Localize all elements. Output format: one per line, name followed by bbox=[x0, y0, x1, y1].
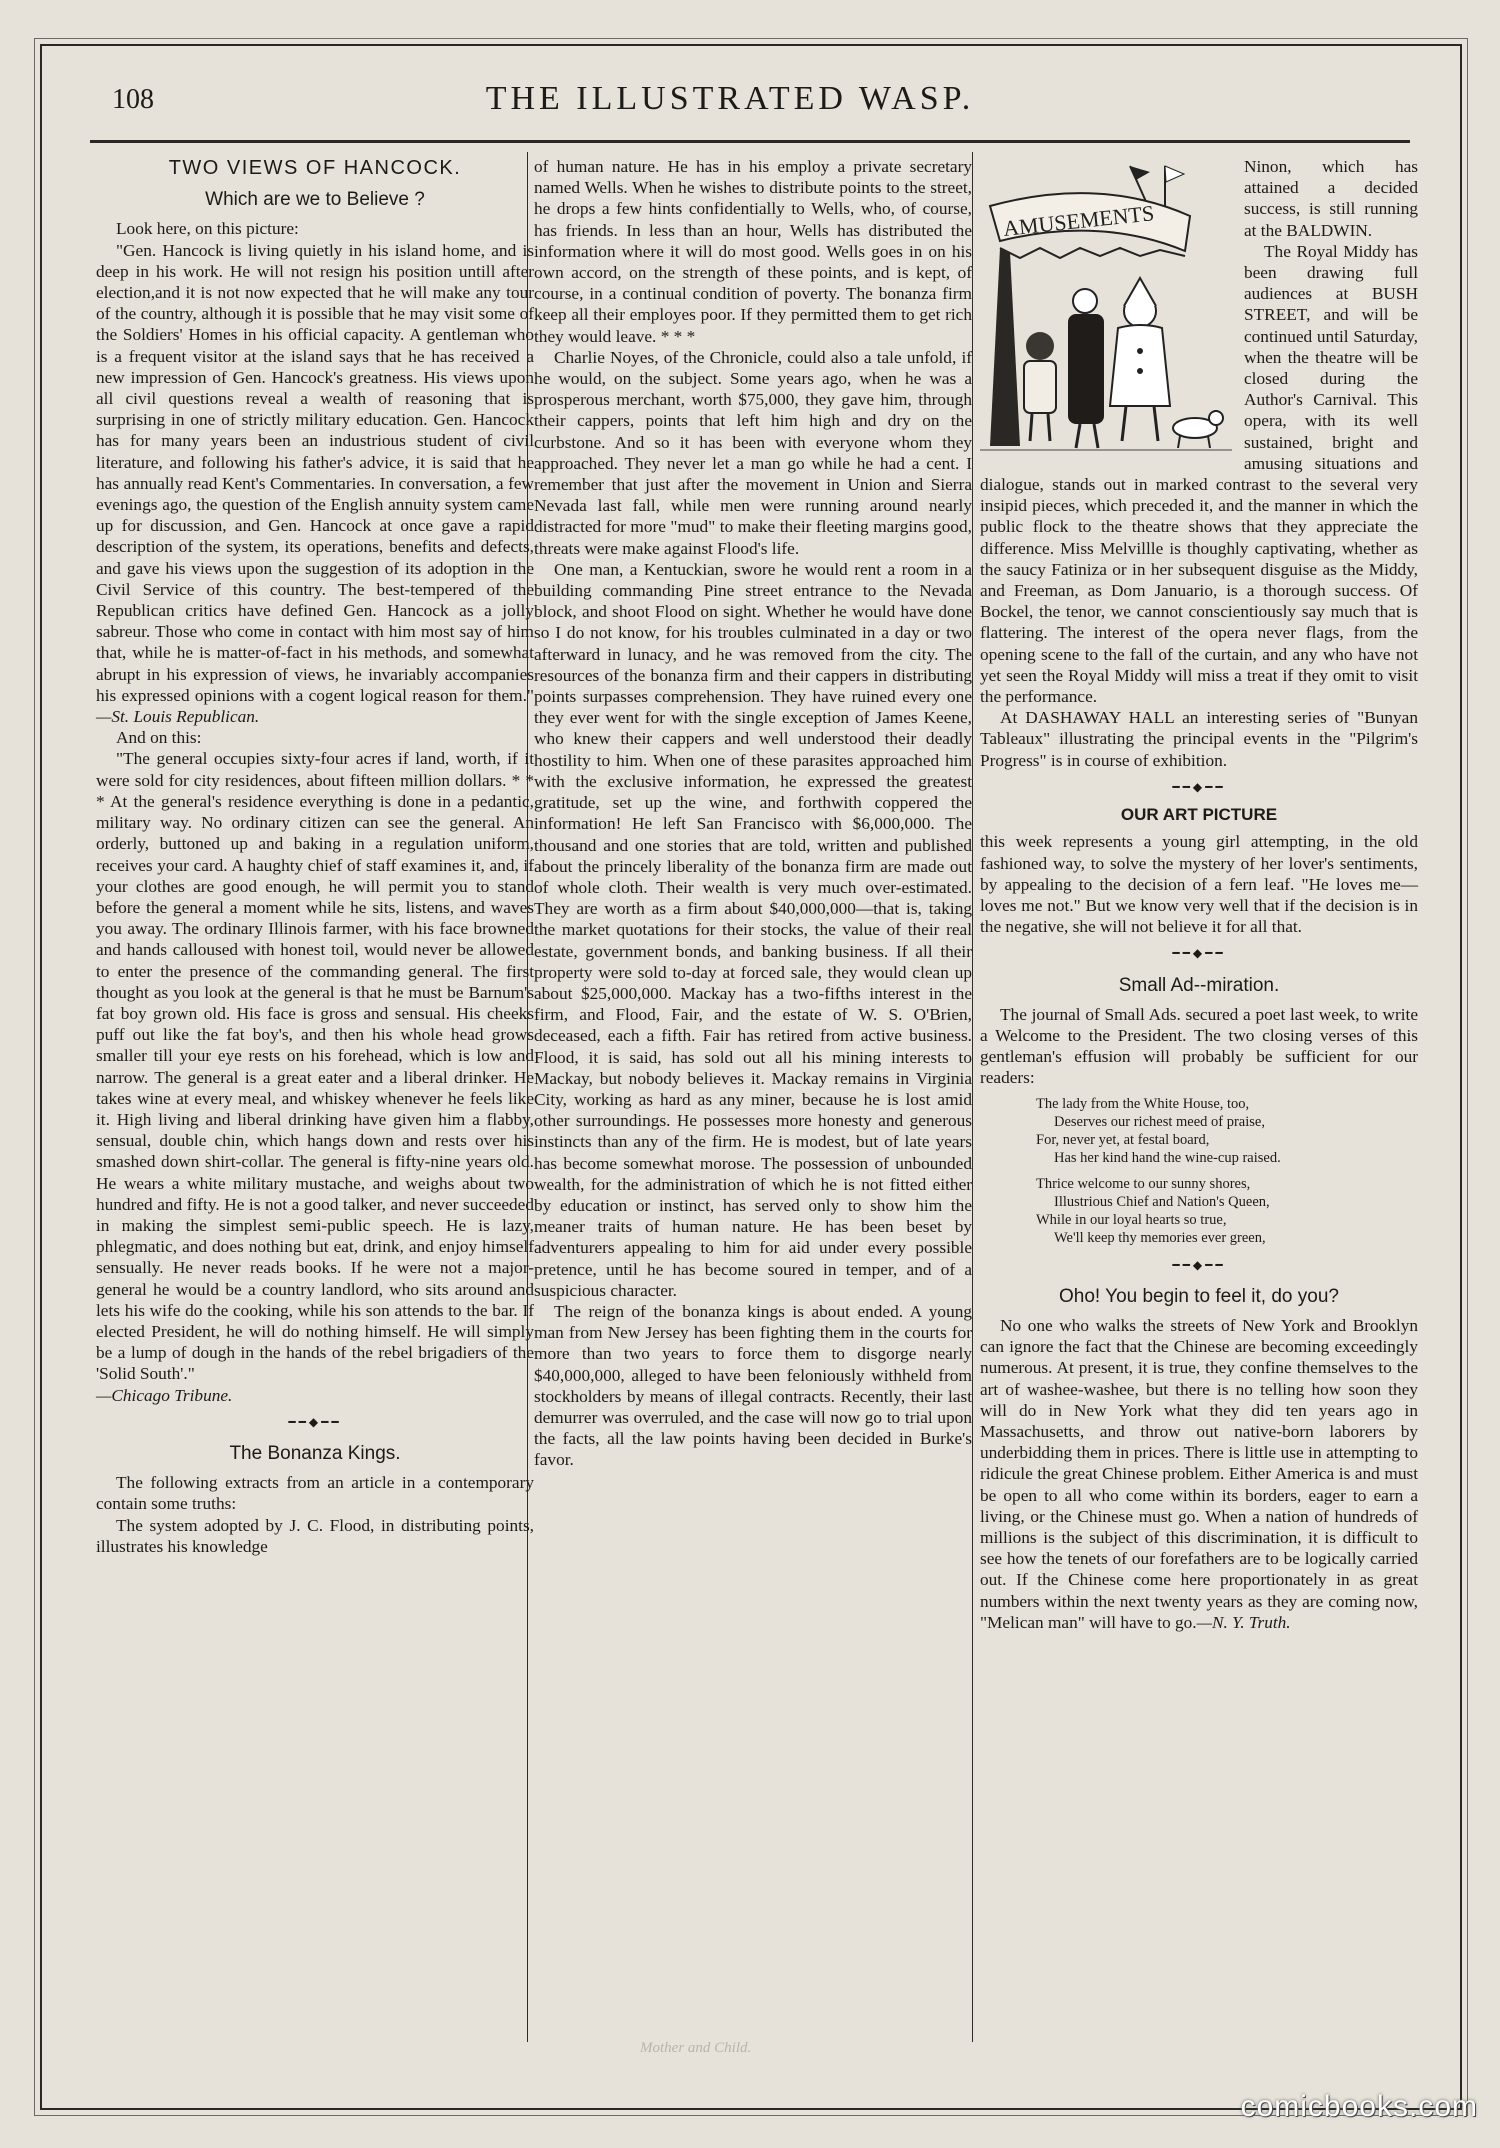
column-three bbox=[980, 156, 1418, 1633]
poem-line: For, never yet, at festal board, bbox=[1036, 1131, 1210, 1148]
paragraph: The system adopted by J. C. Flood, in distributing points, illustrates his knowledge bbox=[96, 1515, 534, 1556]
paragraph bbox=[980, 1315, 1418, 1633]
article-subhead: Small Ad--miration. bbox=[1118, 974, 1280, 996]
attribution: —N. Y. Truth. bbox=[1196, 1612, 1291, 1632]
poem-line: The lady from the White House, too, bbox=[1036, 1095, 1250, 1112]
poem-line: Has her kind hand the wine-cup raised. bbox=[1054, 1149, 1281, 1166]
poem-line: We'll keep thy memories ever green, bbox=[1054, 1229, 1266, 1246]
poem-verse-two bbox=[1036, 1175, 1418, 1247]
paragraph: And on this: bbox=[116, 728, 202, 748]
amusements-illustration bbox=[980, 156, 1232, 456]
paragraph: Charlie Noyes, of the Chronicle, could also a tale unfold, if he would, on the subject. Some years ago, when he was a prosperous merchant, worth $75,000, they gave him, through their cappers, points that left him high and dry on the curbstone. And so it has been with everyone whom they approached. They never let a man go while he had a cent. I remember that just after the movement in Union and Sierra Nevada last fall, while men were running around nearly distracted for more "mud" to make their fleeting margins good, threats were make against Flood's life. bbox=[534, 347, 972, 558]
poem-line: Illustrious Chief and Nation's Queen, bbox=[1054, 1193, 1270, 1210]
paragraph: Look here, on this picture: bbox=[116, 219, 299, 239]
section-ornament: ━━◆━━ bbox=[288, 1414, 342, 1429]
paragraph: The Royal Middy has been drawing full audiences at BUSH STREET, and will be continued until Saturday, when the theatre will be closed during the Author's Carnival. This opera, with its well sustained, bright and amusing situations and dialogue, stands out in marked contrast to the several very insipid pieces, which preceded it, and the manner in which the public flock to the theatre shows that they appreciate the difference. Miss Melvillle is thoughly captivating, whether as the saucy Fatiniza or in her subsequent disguise as the Middy, and Freeman, as Dom Januario, is a thorough success. Of Bockel, the tenor, we cannot conscientiously say much that is flattering. The interest of the opera never flags, from the opening scene to the fall of the curtain, and any who have not yet seen the Royal Middy will miss a treat if they omit to visit the performance. bbox=[980, 241, 1418, 707]
attribution: —Chicago Tribune. bbox=[96, 1385, 233, 1405]
poem-line: Deserves our richest meed of praise, bbox=[1054, 1113, 1265, 1130]
paragraph bbox=[96, 240, 534, 728]
quote-text: "Gen. Hancock is living quietly in his island home, and is deep in his work. He will not resign his position untill after election,and it is not now expected that he will make any tour of the country, although it is possible that he may visit some of the Soldiers' Homes in his official capacity. A gentleman who is a frequent visitor at the island says that he has received a new impression of Gen. Hancock's greatness. His views upon all civil questions reveal a wealth of reasoning that is surprising in one of strictly military education. Gen. Hancock has for many years been an industrious student of civil literature, and following his father's advice, it is said that he has annually read Kent's Commentaries. In conversation, a few evenings ago, the question of the English annuity system came up for discussion, and Gen. Hancock at once gave a rapid description of the system, its operations, benefits and defects, and gave his views upon the suggestion of its adoption in the Civil Service of this country. The best-tempered of the Republican critics have defined Gen. Hancock as a jolly sabreur. Those who come in contact with him most say of him that, while he is matter-of-fact in his methods, and somewhat abrupt in his expression of views, he invariably accompanies his expressed opinions with a cogent logical reason for them." bbox=[96, 240, 534, 705]
amusements-sign-text: AMUSEMENTS bbox=[1001, 200, 1156, 241]
attribution: —St. Louis Republican. bbox=[96, 707, 260, 727]
site-watermark: comicbooks.com bbox=[1240, 2090, 1478, 2123]
paragraph: One man, a Kentuckian, swore he would rent a room in a building commanding Pine street entrance to the Nevada block, and shoot Flood on sight. Whether he would have done so I do not know, for his troubles culminated in a day or two afterward in lunacy, and he was removed from the city. The resources of the bonanza firm and their cappers in distributing points surpasses comprehension. They have ruined every one they ever went for with the single exception of James Keene, who knew their cappers and well understood their deadly hostility to him. When one of these parasites approached him with the exclusive information, he expressed the greatest gratitude, set up the wine, and forthwith coppered the information! He left San Francisco with $6,000,000. The thousand and one stories that are told, written and published about the princely liberality of the bonanza firm are made out of whole cloth. Their wealth is very much over-estimated. They are worth as a firm about $40,000,000—that is, taking the market quotations for their stocks, the value of their real estate, government bonds, and banking business. If all their property were sold to-day at forced sale, they would clean up about $25,000,000. Mackay has a two-fifths interest in the firm, and Flood, Fair, and the estate of W. S. O'Brien, deceased, each a fifth. Fair has retired from active business. Flood, it is said, has sold out all his mining interests to Mackay, but nobody believes it. Mackay remains in Virginia City, working as hard as any miner, because he is lost amid other surroundings. He possesses more honesty and generous instincts than any of the firm. He is modest, but of late years has become somewhat morose. The possession of unbounded wealth, for the administration of which he is not fitted either by education or instinct, has served only to show him the meaner traits of human nature. He has been beset by adventurers appealing to him for aid under every possible pretence, until he has become soured in temper, and of a suspicious character. bbox=[534, 559, 972, 1300]
article-headline: TWO VIEWS OF HANCOCK. bbox=[168, 157, 462, 179]
header-rule bbox=[90, 140, 1410, 143]
paragraph: of human nature. He has in his employ a private secretary named Wells. When he wishes to distribute points to the street, he drops a few hints confidentially to Wells, who, of course, has friends. In less than an hour, Wells has distributed the information where it will do most good. Wells goes in on his own accord, on the strength of these points, and is kept, of course, in a continual condition of poverty. The bonanza firm keep all their employes poor. If they permitted them to get rich they would leave. * * * bbox=[534, 157, 972, 346]
paragraph: The reign of the bonanza kings is about ended. A young man from New Jersey has been fighting them in the courts for more than two years to force them to disgorge nearly $40,000,000, alleged to have been feloniously withheld from stockholders by means of illegal contracts. Recently, their last demurrer was overruled, and the case will now go to trial upon the facts, all the law points having been decided in Burke's favor. bbox=[534, 1301, 972, 1470]
column-two bbox=[534, 156, 972, 1471]
art-picture-heading: OUR ART PICTURE bbox=[1120, 805, 1278, 825]
paragraph: this week represents a young girl attempting, in the old fashioned way, to solve the mystery of her lover's sentiments, by appealing to the decision of a fern leaf. "He loves me—loves me not." But we know very well that if the decision is in the negative, she will not believe it for all that. bbox=[980, 832, 1418, 937]
poem-line: Thrice welcome to our sunny shores, bbox=[1036, 1175, 1251, 1192]
article-subhead: The Bonanza Kings. bbox=[229, 1442, 401, 1464]
article-subhead: Which are we to Believe ? bbox=[205, 189, 425, 211]
paragraph-text: No one who walks the streets of New York and Brooklyn can ignore the fact that the Chinese are becoming exceedingly numerous. At present, it is true, they confine themselves to the art of washee-washee, but there is no telling how soon they will do in New York what they did ten years ago in Massachusetts, and throw out native-born laborers by underbidding them in prices. There is little use in attempting to ridicule the great Chinese problem. Either America is and must be open to all who come within its borders, eager to earn a living, or the Chinese must go. When a nation of hundreds of millions is the subject of this discrimination, it is difficult to see how the tenets of our forefathers are to be logically carried out. If the Chinese come here proportionately in as great numbers within the next twenty years as they are coming now, "Melican man" will have to go. bbox=[980, 1315, 1418, 1632]
section-ornament: ━━◆━━ bbox=[1172, 779, 1226, 794]
column-divider bbox=[972, 152, 973, 2042]
amusements-illustration-drawing bbox=[980, 156, 1232, 456]
paragraph: Ninon, which has attained a decided success, is still running at the BALDWIN. bbox=[1244, 157, 1418, 240]
article-subhead: Oho! You begin to feel it, do you? bbox=[1059, 1285, 1339, 1307]
paragraph: "The general occupies sixty-four acres if land, worth, if it were sold for city residences, about fifteen million dollars. * * * At the general's residence everything is done in a pedantic, military way. No ordinary citizen can see the general. An orderly, buttoned up and baking in a regulation uniform, receives your card. A haughty chief of staff examines it, and, if your clothes are good enough, he will permit you to stand before the general a moment while he sits, listens, and waves you away. The ordinary Illinois farmer, with his face browned and hands calloused with honest toil, would never be allowed to enter the presence of the commanding general. The first thought as you look at the general is that he must be Barnum's fat boy grown old. His face is gross and sensual. His cheeks puff out like the fat boy's, and then his whole head grows smaller till your eye rests on his forehead, which is low and narrow. The general is a great eater and a liberal drinker. He takes wine at every meal, and whiskey whenever he feels like it. High living and liberal drinking have given him a flabby, sensual, double chin, which hangs down and rests over his smashed down shirt-collar. The general is fifty-nine years old. He wears a white military mustache, and weighs about two hundred and fifty. He is not a good talker, and never succeeded in making the simplest semi-public speech. He is lazy, phlegmatic, and does nothing but eat, drink, and enjoy himself sensually. He never reads books. If he were not a major-general he would be a country landlord, who sits around and lets his wife do the cooking, while his son attends to the bar. If elected President, he will do nothing himself. He will simply be a lump of dough in the hands of the rebel brigadiers of the 'Solid South'." bbox=[96, 749, 534, 1384]
masthead-title: THE ILLUSTRATED WASP. bbox=[485, 80, 975, 117]
paragraph: The following extracts from an article in a contemporary contain some truths: bbox=[96, 1473, 534, 1514]
poem-line: While in our loyal hearts so true, bbox=[1036, 1211, 1227, 1228]
column-one bbox=[96, 156, 534, 1557]
paragraph: At DASHAWAY HALL an interesting series of "Bunyan Tableaux" illustrating the principal events in the "Pilgrim's Progress" is in course of exhibition. bbox=[980, 708, 1418, 770]
section-ornament: ━━◆━━ bbox=[1172, 946, 1226, 961]
section-ornament: ━━◆━━ bbox=[1172, 1257, 1226, 1272]
page-number: 108 bbox=[112, 84, 154, 115]
bleed-through-caption: Mother and Child. bbox=[640, 2040, 752, 2056]
poem-verse-one bbox=[1036, 1095, 1418, 1167]
paragraph: The journal of Small Ads. secured a poet last week, to write a Welcome to the President. The two closing verses of this gentleman's effusion will probably be sufficient for our readers: bbox=[980, 1004, 1418, 1088]
